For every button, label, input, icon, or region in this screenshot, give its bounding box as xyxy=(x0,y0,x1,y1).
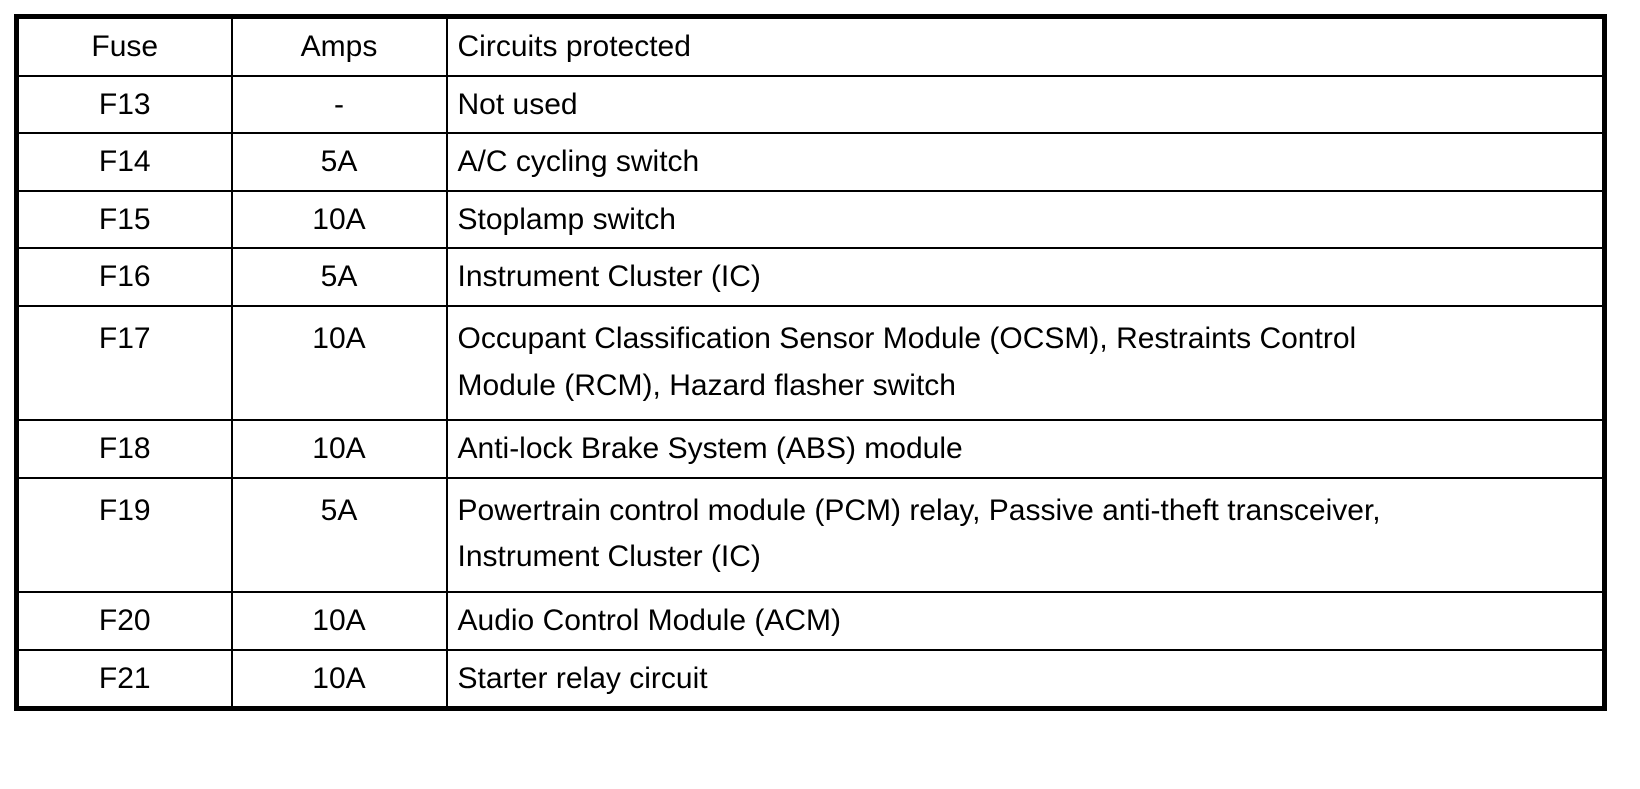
cell-circuits-line: A/C cycling switch xyxy=(457,145,700,179)
cell-circuits-line: Starter relay circuit xyxy=(457,661,708,695)
cell-fuse: F21 xyxy=(17,650,232,709)
cell-circuits xyxy=(447,306,1605,420)
cell-amps: 10A xyxy=(232,306,447,420)
cell-amps: 5A xyxy=(232,133,447,191)
cell-circuits xyxy=(447,191,1605,249)
cell-amps: 5A xyxy=(232,478,447,592)
cell-circuits-line: Not used xyxy=(457,87,578,121)
cell-fuse: F15 xyxy=(17,191,232,249)
cell-fuse: F20 xyxy=(17,592,232,650)
cell-circuits xyxy=(447,650,1605,709)
table-row xyxy=(17,420,1605,478)
cell-circuits-line: Module (RCM), Hazard flasher switch xyxy=(457,368,956,402)
cell-fuse: F19 xyxy=(17,478,232,592)
cell-circuits-line: Stoplamp switch xyxy=(457,202,676,236)
cell-amps: 10A xyxy=(232,650,447,709)
cell-circuits xyxy=(447,248,1605,306)
cell-fuse: F13 xyxy=(17,76,232,134)
cell-circuits-line: Powertrain control module (PCM) relay, Passive anti-theft transceiver, xyxy=(457,493,1381,527)
cell-circuits-line: Anti-lock Brake System (ABS) module xyxy=(457,432,963,466)
cell-circuits xyxy=(447,133,1605,191)
cell-circuits-line: Instrument Cluster (IC) xyxy=(457,540,761,574)
table-row xyxy=(17,248,1605,306)
column-header-fuse: Fuse xyxy=(17,17,232,76)
cell-fuse: F17 xyxy=(17,306,232,420)
cell-circuits-line: Audio Control Module (ACM) xyxy=(457,603,841,637)
cell-circuits-line: Instrument Cluster (IC) xyxy=(457,260,761,294)
cell-circuits xyxy=(447,478,1605,592)
cell-amps: - xyxy=(232,76,447,134)
table-row xyxy=(17,650,1605,709)
cell-fuse: F18 xyxy=(17,420,232,478)
table-row xyxy=(17,133,1605,191)
cell-circuits xyxy=(447,420,1605,478)
cell-circuits-line: Occupant Classification Sensor Module (OCSM), Restraints Control xyxy=(457,321,1357,355)
cell-circuits xyxy=(447,76,1605,134)
column-header-circuits: Circuits protected xyxy=(447,17,1605,76)
table-header-row xyxy=(17,17,1605,76)
cell-fuse: F16 xyxy=(17,248,232,306)
cell-amps: 10A xyxy=(232,191,447,249)
column-header-amps: Amps xyxy=(232,17,447,76)
cell-amps: 10A xyxy=(232,592,447,650)
fuse-table xyxy=(14,14,1607,711)
table-row xyxy=(17,306,1605,420)
table-row xyxy=(17,592,1605,650)
table-body xyxy=(17,76,1605,709)
cell-circuits xyxy=(447,592,1605,650)
cell-amps: 5A xyxy=(232,248,447,306)
cell-fuse: F14 xyxy=(17,133,232,191)
table-row xyxy=(17,191,1605,249)
table-row xyxy=(17,478,1605,592)
table-row xyxy=(17,76,1605,134)
cell-amps: 10A xyxy=(232,420,447,478)
table-header xyxy=(17,17,1605,76)
